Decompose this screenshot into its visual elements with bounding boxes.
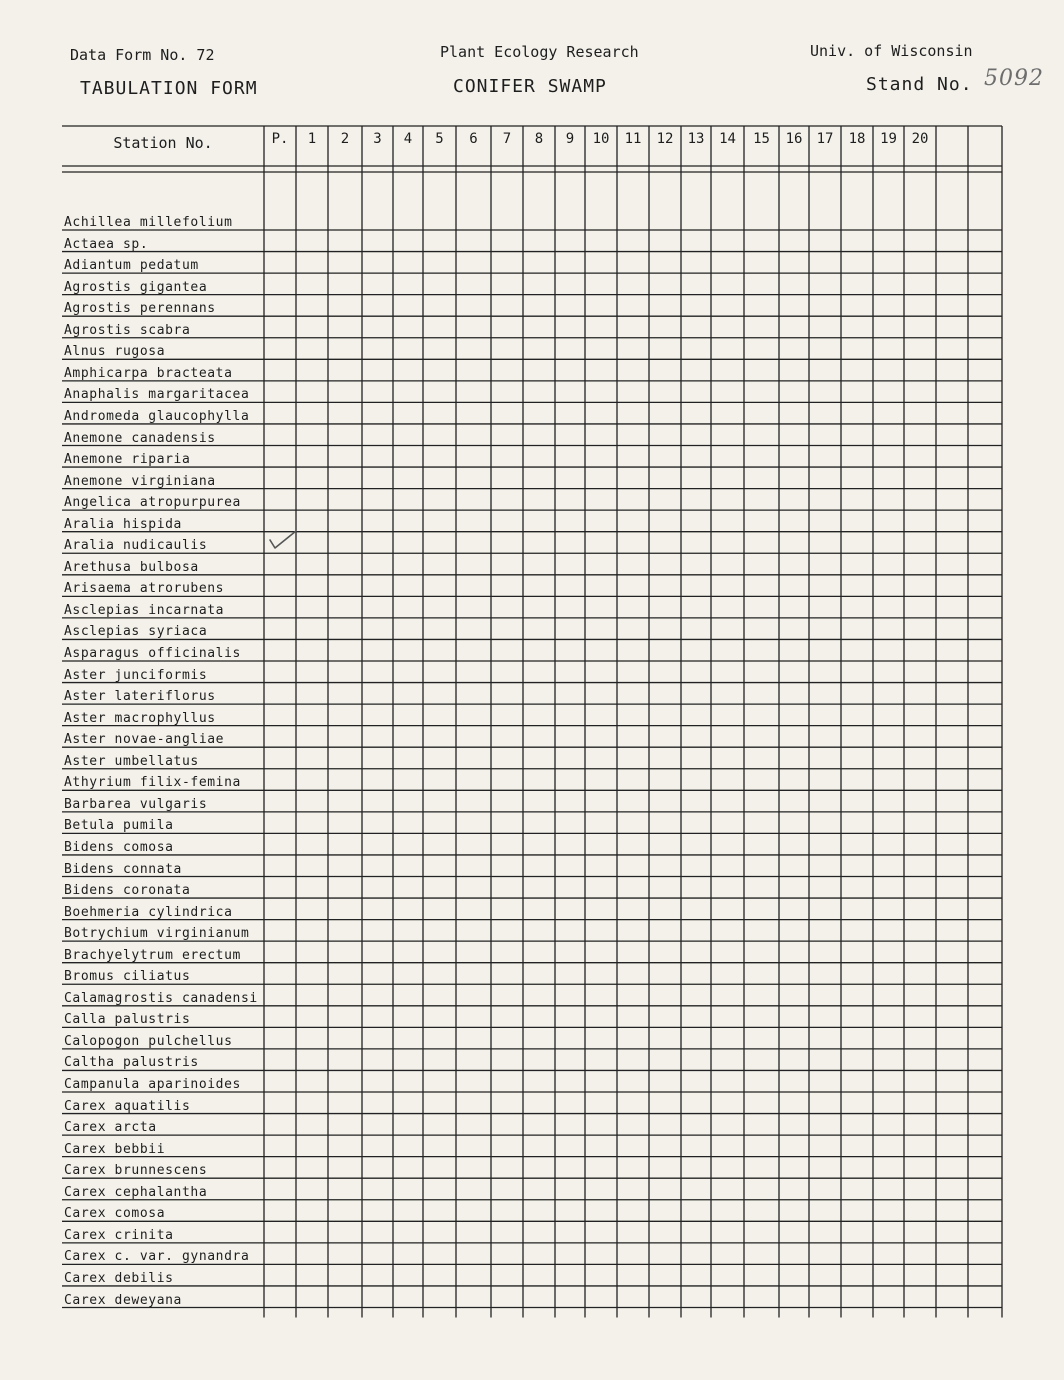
station-column-header: 6 [469,131,478,147]
species-label: Adiantum pedatum [64,258,199,274]
species-label: Aster junciformis [64,667,208,683]
species-label: Calopogon pulchellus [64,1033,233,1049]
species-label: Angelica atropurpurea [64,495,241,511]
species-label: Carex crinita [64,1227,174,1243]
species-label: Agrostis scabra [64,322,191,338]
university: Univ. of Wisconsin [810,42,973,60]
species-label: Betula pumila [64,818,174,834]
species-label: Anemone riparia [64,452,191,468]
species-label: Asparagus officinalis [64,646,241,661]
station-column-header: 12 [656,131,674,147]
species-label: Bidens connata [64,861,182,877]
species-label: Carex aquatilis [64,1098,191,1114]
station-column-header: 3 [373,131,382,147]
station-column-header: P. [271,131,289,147]
species-label: Aster umbellatus [64,753,199,769]
form-title: TABULATION FORM [80,78,258,99]
species-label: Asclepias incarnata [64,602,225,618]
form-type: CONIFER SWAMP [453,76,607,97]
station-column-header: 19 [880,131,897,147]
species-label: Arisaema atrorubens [64,581,225,597]
species-label: Anemone canadensis [64,430,216,446]
station-column-header: 2 [340,131,350,147]
species-label: Andromeda glaucophylla [64,408,250,424]
station-column-header: 11 [624,131,642,147]
stand-number-label: Stand No. [866,74,973,95]
form-number: Data Form No. 72 [70,46,215,64]
station-column-header: 8 [534,131,544,147]
species-label: Calla palustris [64,1012,191,1028]
organization: Plant Ecology Research [440,43,639,61]
species-label: Carex deweyana [64,1292,182,1308]
species-label: Actaea sp. [64,236,149,252]
species-label: Carex debilis [64,1270,174,1286]
species-label: Bidens coronata [64,883,191,899]
species-label: Amphicarpa bracteata [64,365,233,381]
station-column-header: 16 [785,131,803,147]
species-label: Aster lateriflorus [64,689,216,705]
species-label: Arethusa bulbosa [64,559,199,575]
species-label: Aster macrophyllus [64,710,216,726]
stand-number-handwritten: 5092 [984,66,1044,91]
station-column-header: 4 [403,131,413,147]
station-column-header: 18 [848,131,866,147]
species-label: Aralia hispida [64,516,182,532]
species-label: Brachyelytrum erectum [64,947,241,963]
species-label: Asclepias syriaca [64,624,208,640]
checkmark-icon [268,528,298,550]
station-column-header: 15 [753,131,770,147]
station-column-header: 13 [687,131,705,147]
species-label: Alnus rugosa [64,344,166,360]
species-label: Agrostis gigantea [64,279,208,295]
species-label: Carex comosa [64,1206,166,1222]
species-label: Aralia nudicaulis [64,538,208,554]
species-label: Botrychium virginianum [64,926,250,942]
species-label: Agrostis perennans [64,301,216,317]
station-column-header: 5 [435,131,444,147]
station-column-header: 17 [816,131,834,147]
station-column-header: 9 [565,131,575,147]
species-label: Carex cephalantha [64,1184,208,1200]
species-label: Carex brunnescens [64,1163,208,1179]
species-label: Aster novae-angliae [64,732,225,748]
species-label: Bromus ciliatus [64,969,191,985]
species-label: Carex arcta [64,1120,157,1136]
species-label: Anemone virginiana [64,473,216,489]
species-label: Anaphalis margaritacea [64,387,250,403]
species-label: Caltha palustris [64,1055,199,1071]
species-label: Carex c. var. gynandra [64,1249,250,1265]
station-column-header: 1 [307,131,317,147]
species-label: Carex bebbii [64,1141,166,1157]
station-number-header: Station No. [113,134,213,152]
species-label: Boehmeria cylindrica [64,904,233,920]
station-column-header: 20 [911,131,929,147]
station-column-header: 7 [502,131,512,147]
species-label: Achillea millefolium [64,215,233,230]
station-column-header: 10 [592,131,610,147]
species-label: Bidens comosa [64,839,174,855]
species-label: Campanula aparinoides [64,1077,241,1092]
species-label: Athyrium filix-femina [64,775,241,791]
species-label: Barbarea vulgaris [64,796,208,812]
species-label: Calamagrostis canadensi [64,990,258,1006]
station-column-header: 14 [719,131,736,147]
